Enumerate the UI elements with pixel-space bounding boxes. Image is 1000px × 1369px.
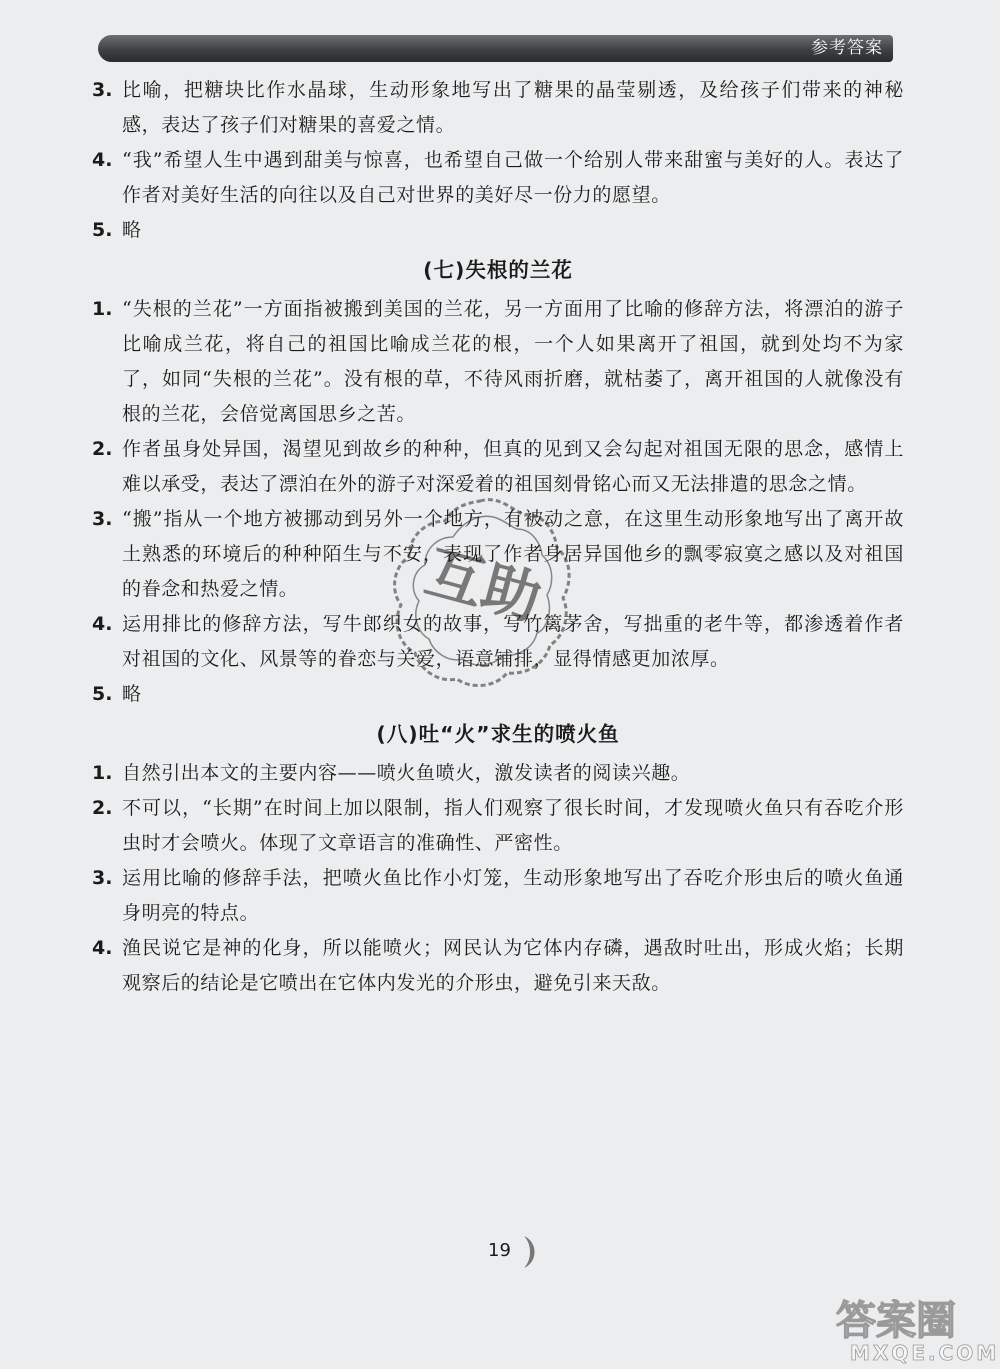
- page-number: 19: [488, 1240, 511, 1261]
- answer-item: [92, 931, 904, 1001]
- answer-item: [92, 756, 904, 791]
- item-number: 2.: [92, 797, 113, 819]
- item-text: “失根的兰花”一方面指被搬到美国的兰花，另一方面用了比喻的修辞方法，将漂泊的游子比喻成兰花，将自己的祖国比喻成兰花的根，一个人如果离开了祖国，就到处均不为家了，如同“失根的兰花”。没有根的草，不待风雨折磨，就枯萎了，离开祖国的人就像没有根的兰花，会倍觉离国思乡之苦。: [122, 298, 904, 425]
- answer-item: [92, 432, 904, 502]
- svg-text:答案圈: 答案圈: [836, 1298, 956, 1344]
- section-title-7: (七)失根的兰花: [423, 258, 573, 282]
- item-number: 3.: [92, 79, 113, 101]
- item-number: 4.: [92, 613, 113, 635]
- stamp-seal-icon: [385, 493, 575, 693]
- stamp-logo-icon: 互助: [418, 537, 549, 634]
- item-number: 1.: [92, 762, 113, 784]
- answer-item: [92, 292, 904, 432]
- item-number: 2.: [92, 438, 113, 460]
- item-text: 运用排比的修辞方法，写牛郎织女的故事，写竹篱茅舍，写拙重的老牛等，都渗透着作者对祖国的文化、风景等的眷恋与关爱，语意铺排，显得情感更加浓厚。: [122, 613, 904, 670]
- section-title-8: (八)吐“火”求生的喷火鱼: [376, 722, 620, 746]
- item-text: “我”希望人生中遇到甜美与惊喜，也希望自己做一个给别人带来甜蜜与美好的人。表达了作者对美好生活的向往以及自己对世界的美好尽一份力的愿望。: [122, 149, 904, 206]
- item-text: 略: [122, 219, 142, 241]
- item-number: 3.: [92, 867, 113, 889]
- item-text: 自然引出本文的主要内容——喷火鱼喷火，激发读者的阅读兴趣。: [122, 762, 691, 784]
- watermark-logo-icon: [830, 1290, 1000, 1365]
- item-number: 1.: [92, 298, 113, 320]
- item-number: 5.: [92, 683, 113, 705]
- item-text: 比喻，把糖块比作水晶球，生动形象地写出了糖果的晶莹剔透，及给孩子们带来的神秘感，表达了孩子们对糖果的喜爱之情。: [122, 79, 904, 136]
- header-label: 参考答案: [811, 38, 883, 58]
- item-number: 4.: [92, 937, 113, 959]
- answer-item: [92, 861, 904, 931]
- item-text: 作者虽身处异国，渴望见到故乡的种种，但真的见到又会勾起对祖国无限的思念，感情上难以承受，表达了漂泊在外的游子对深爱着的祖国刻骨铭心而又无法排遣的思念之情。: [122, 438, 904, 495]
- item-text: 不可以，“长期”在时间上加以限制，指人们观察了很长时间，才发现喷火鱼只有吞吃介形虫时才会喷火。体现了文章语言的准确性、严密性。: [122, 797, 904, 854]
- item-text: 略: [122, 683, 142, 705]
- answer-item: [92, 143, 904, 213]
- item-text: 渔民说它是神的化身，所以能喷火；网民认为它体内存磷，遇敌时吐出，形成火焰；长期观察后的结论是它喷出在它体内发光的介形虫，避免引来天敌。: [122, 937, 904, 994]
- answer-item: [92, 73, 904, 143]
- answer-item: [92, 213, 904, 248]
- item-number: 5.: [92, 219, 113, 241]
- svg-text:MXQE.COM: MXQE.COM: [850, 1341, 1000, 1365]
- page-number-badge: [480, 1232, 540, 1272]
- item-number: 4.: [92, 149, 113, 171]
- answer-item: [92, 791, 904, 861]
- item-text: “搬”指从一个地方被挪动到另外一个地方，有被动之意，在这里生动形象地写出了离开故土熟悉的环境后的种种陌生与不安，表现了作者身居异国他乡的飘零寂寞之感以及对祖国的眷念和热爱之情。: [122, 508, 904, 600]
- item-text: 运用比喻的修辞手法，把喷火鱼比作小灯笼，生动形象地写出了吞吃介形虫后的喷火鱼通身明亮的特点。: [122, 867, 904, 924]
- header-bar: [98, 35, 893, 62]
- item-number: 3.: [92, 508, 113, 530]
